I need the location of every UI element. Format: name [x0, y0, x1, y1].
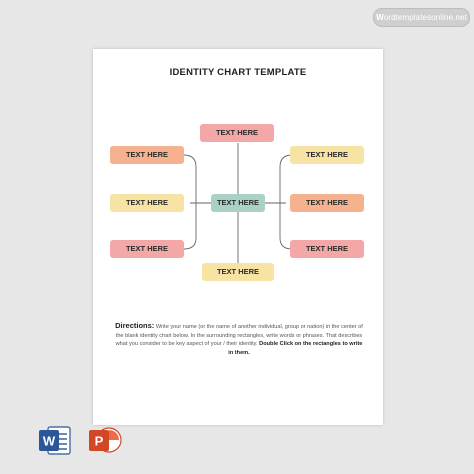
center-text-box[interactable]: TEXT HERE	[211, 194, 265, 212]
right-top-text-box[interactable]: TEXT HERE	[290, 146, 364, 164]
document-page	[93, 49, 383, 425]
right-middle-text-box[interactable]: TEXT HERE	[290, 194, 364, 212]
watermark-text: ordtemplatesonline.net	[383, 13, 467, 22]
powerpoint-icon-letter: P	[94, 433, 104, 449]
document-title: IDENTITY CHART TEMPLATE	[169, 67, 307, 78]
bottom-text-box[interactable]: TEXT HERE	[202, 263, 274, 281]
word-icon-letter: W	[42, 433, 56, 449]
left-middle-text-box[interactable]: TEXT HERE	[110, 194, 184, 212]
top-text-box[interactable]: TEXT HERE	[200, 124, 274, 142]
watermark-prefix: W	[376, 13, 384, 22]
directions-heading: Directions:	[115, 321, 155, 330]
directions-body: Write your name (or the name of another individual, group or nation) in the center of the blank identity chart below. In the surrounding rectangles, write words or phrases. That describes what you consider to be key aspect of your / their identity.	[115, 324, 363, 348]
word-icon[interactable]	[38, 425, 72, 457]
powerpoint-icon[interactable]	[88, 425, 122, 457]
right-bottom-text-box[interactable]: TEXT HERE	[290, 240, 364, 258]
directions-text	[115, 322, 363, 357]
left-bottom-text-box[interactable]: TEXT HERE	[110, 240, 184, 258]
left-top-text-box[interactable]: TEXT HERE	[110, 146, 184, 164]
connector-lines	[93, 49, 383, 425]
directions-bold-instruction: Double Click on the rectangles to write in them.	[228, 341, 363, 356]
website-watermark	[373, 8, 470, 27]
